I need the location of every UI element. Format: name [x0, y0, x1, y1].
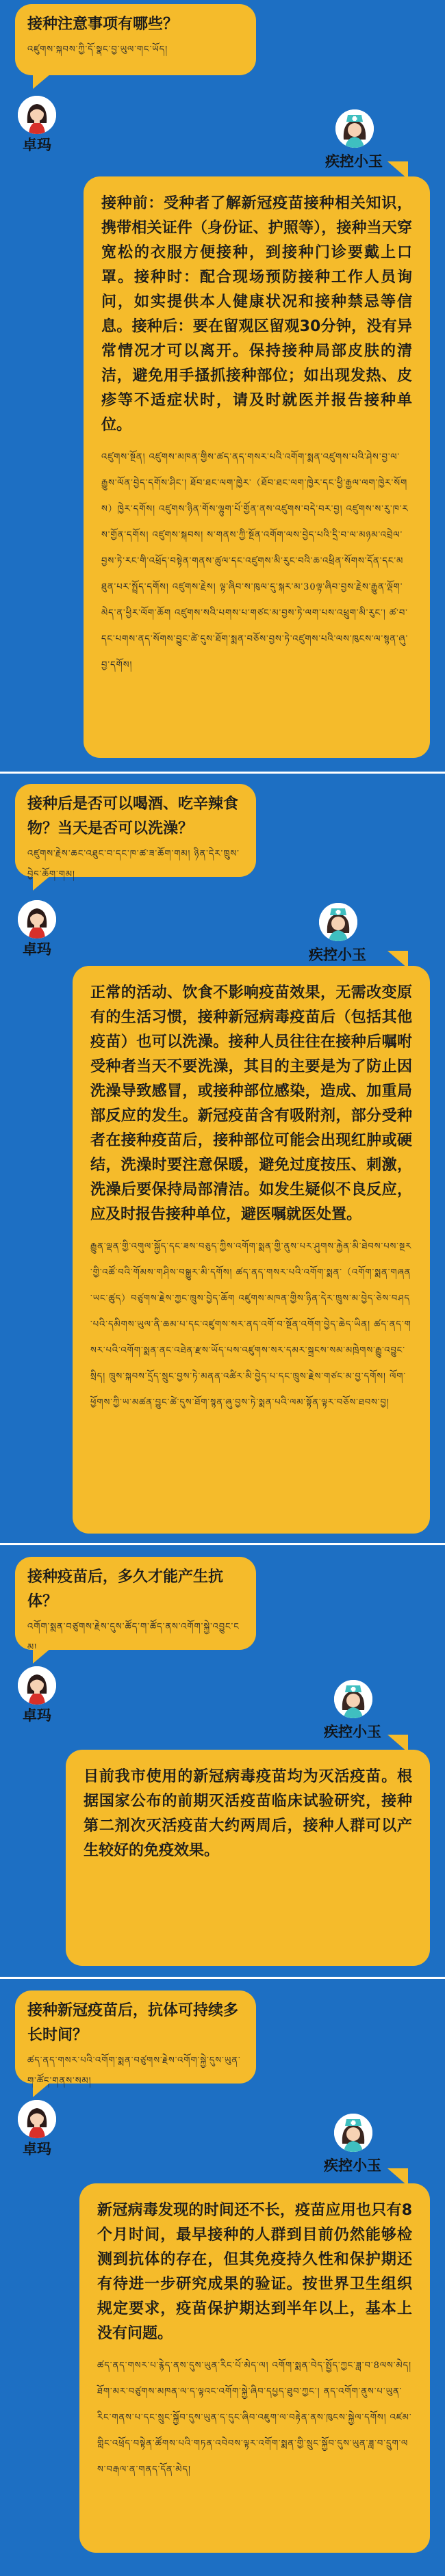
answer-bubble-3 — [66, 1750, 430, 1966]
question-bubble-3 — [15, 1557, 256, 1653]
nurse-avatar-2 — [319, 903, 357, 941]
patient-avatar-2 — [18, 900, 56, 938]
question-text-4: 接种新冠疫苗后，抗体可持续多长时间？ — [27, 2002, 239, 2044]
question-bubble-4 — [15, 1990, 256, 2084]
patient-name-1: 卓玛 — [23, 137, 51, 153]
answer-tibetan-1: འཛུགས་སྔོན། འཛུགས་མཁན་གྱིས་ཚད་ནད་གསར་པའི་འགོག་སྨན་འཛུགས་པའི་ཤེས་བྱ་ལ་རྒྱུས་ལོན་བྱེད་དགོས་ཤིང་། ཐོབ་ཐང་ལག་ཁྱེར་（ཐོབ་ཐང་ལག་ཁྱེར་དང་ཕྱི་རྒྱལ་ལག་ཁྱེར་སོགས）ཁྱེར་དགོས། འཛུགས་ཉིན་གོས་ལྷུག་པོ་གྱོན་ནས་འཛུགས་བདེ་བར་བྱ། འཛུགས་ས་རུ་ཁ་རས་གྱོན་དགོས། འཛུགས་སྐབས། ས་གནས་ཀྱི་སྔོན་འགོག་ལས་བྱེད་པའི་དྲི་བ་ལ་མཉམ་འབྲེལ་བྱས་ཏེ་རང་གི་འཕྲོད་བསྟེན་གནས་ཚུལ་དང་འཛུགས་མི་རུང་བའི་ཆ་འཕྲིན་སོགས་དོན་དང་མཐུན་པར་སྤྲོད་དགོས། འཛུགས་རྗེས། ལྟ་ཞིབ་ས་ཁུལ་དུ་སྐར་མ་30ལྟ་ཞིབ་བྱས་རྗེས་རྒྱུན་ལྡོག་མེད་ན་ཕྱིར་ལོག་ཆོག འཛུགས་སའི་པགས་པ་གཙང་མ་བྱས་ཏེ་ལག་པས་འཕྲུག་མི་རུང་། ཚ་བ་དང་པགས་ནད་སོགས་བྱུང་ཚེ་དུས་ཐོག་སྨན་བཅོས་བྱས་ཏེ་འཛུགས་པའི་ལས་ཁུངས་ལ་སྙན་ཞུ་བྱ་དགོས། — [101, 452, 409, 670]
answer-bubble-1 — [84, 176, 430, 758]
nurse-avatar-icon — [334, 1680, 372, 1718]
girl-avatar-icon — [18, 1666, 56, 1705]
girl-avatar-icon — [18, 96, 56, 134]
answer-bubble-4 — [79, 2183, 430, 2553]
answer-text-3: 目前我市使用的新冠病毒疫苗均为灭活疫苗。根据国家公布的前期灭活疫苗临床试验研究，接种第二剂次灭活疫苗大约两周后，接种人群可以产生较好的免疫效果。 — [84, 1768, 412, 1859]
nurse-avatar-4 — [334, 2114, 372, 2152]
answer-text-1: 接种前：受种者了解新冠疫苗接种相关知识，携带相关证件（身份证、护照等），接种当天穿宽松的衣服方便接种，到接种门诊要戴上口罩。接种时：配合现场预防接种工作人员询问，如实提供本人健康状况和接种禁忌等信息。接种后：要在留观区留观30分钟，没有异常情况才可以离开。保持接种局部皮肤的清洁，避免用手搔抓接种部位；如出现发热、皮疹等不适症状时，请及时就医并报告接种单位。 — [101, 195, 412, 434]
patient-avatar-4 — [18, 2100, 56, 2138]
answer-tibetan-4: ཚད་ནད་གསར་པ་རྙེད་ནས་དུས་ཡུན་རིང་པོ་མེད་ལ། འགོག་སྨན་བེད་སྤྱོད་ཀྱང་ཟླ་བ་8ལས་མེད། ཐོག་མར་བཙུགས་མཁན་ལ་ད་ལྟའང་འགོག་སྐྱེ་ཞིབ་དཔྱད་ཐུབ་ཀྱང་། ནད་འགོག་ནུས་པ་ཡུན་རིང་གནས་པ་དང་སྲུང་སྐྱོབ་དུས་ཡུན་ད་དུང་ཞིབ་འཇུག་ལ་བརྟེན་ནས་ཁུངས་སྐྱེལ་དགོས། འཛམ་གླིང་འཕྲོད་བསྟེན་ཚོགས་པའི་གཏན་འབེབས་ལྟར་འགོག་སྨན་གྱི་སྲུང་སྐྱོབ་དུས་ཡུན་ཟླ་བ་དྲུག་ལས་བརྒལ་ན་གནད་དོན་མེད། — [97, 2361, 412, 2475]
nurse-avatar-3 — [334, 1680, 372, 1718]
question-tibetan-3: འགོག་སྨན་བཙུགས་རྗེས་དུས་ཚོད་ག་ཚོད་ནས་འགོག་སྐྱེ་འབྱུང་ངམ། — [27, 1622, 240, 1653]
answer-tibetan-2: རྒྱུན་ལྡན་གྱི་འགུལ་སྐྱོད་དང་ཟས་བཅུད་ཀྱིས་འགོག་སྨན་གྱི་ནུས་པར་ཤུགས་རྐྱེན་མི་ཐེབས་པས་སྔར་གྱི་འཚོ་བའི་གོམས་གཤིས་བསྒྱུར་མི་དགོས། ཚད་ནད་གསར་པའི་འགོག་སྨན་（འགོག་སྨན་གཞན་ཡང་ཚུད）བཙུགས་རྗེས་ཀྱང་ཁྲུས་བྱེད་ཆོག འཛུགས་མཁན་གྱིས་ཉིན་དེར་ཁྲུས་མ་བྱེད་ཅེས་བཤད་པའི་དམིགས་ཡུལ་ནི་ཆམ་པ་དང་འཛུགས་སར་ནད་འགོ་བ་སྔོན་འགོག་བྱེད་ཆེད་ཡིན། ཚད་ནད་གསར་པའི་འགོག་སྨན་ནང་འཐེན་རྫས་ཡོད་པས་འཛུགས་སར་དམར་སྐྲངས་སམ་མཁྲེགས་རྒྱུ་འབྱུང་སྲིད། ཁྲུས་སྐབས་དྲོད་སྲུང་བྱས་ཏེ་མནན་འཚིར་མི་བྱེད་པ་དང་ཁྲུས་རྗེས་གཙང་མ་བྱ་དགོས། ལོག་ཕྱོགས་ཀྱི་ཡ་མཚན་བྱུང་ཚེ་དུས་ཐོག་སྙན་ཞུ་བྱས་ཏེ་སྨན་པའི་ལམ་སྟོན་ལྟར་བཅོས་ཐབས་བྱ། — [90, 1241, 412, 1408]
question-bubble-2 — [15, 784, 256, 880]
nurse-name-3: 疾控小玉 — [324, 1724, 381, 1740]
question-bubble-1 — [15, 4, 256, 75]
question-text-1: 接种注意事项有哪些？ — [27, 16, 179, 33]
question-tibetan-4: ཚད་ནད་གསར་པའི་འགོག་སྨན་བཙུགས་རྗེས་འགོག་སྐྱེ་དུས་ཡུན་ག་ཚོད་གནས་སམ། — [27, 2055, 241, 2086]
question-tail-4 — [33, 2082, 51, 2097]
question-tibetan-2: འཛུགས་རྗེས་ཆང་འཐུང་བ་དང་ཁ་ཚ་ཟ་ཆོག་གམ། ཉིན་དེར་ཁྲུས་བྱེད་ཆོག་གམ། — [27, 849, 240, 880]
answer-bubble-2 — [73, 966, 430, 1534]
answer-text-4: 新冠病毒发现的时间还不长，疫苗应用也只有8个月时间，最早接种的人群到目前仍然能够检测到抗体的存在，但其免疫持久性和保护期还有待进一步研究成果的验证。按世界卫生组织规定要求，疫苗保护期达到半年以上，基本上没有问题。 — [97, 2202, 412, 2342]
question-tibetan-1: འཛུགས་སྐབས་ཀྱི་དོ་སྣང་བྱ་ཡུལ་གང་ཡོད། — [27, 44, 168, 55]
question-tail-3 — [33, 1648, 51, 1664]
question-text-2: 接种后是否可以喝酒、吃辛辣食物？当天是否可以洗澡？ — [27, 796, 239, 837]
answer-text-2: 正常的活动、饮食不影响疫苗效果，无需改变原有的生活习惯，接种新冠病毒疫苗后（包括其他疫苗）也可以洗澡。接种人员往往在接种后嘱咐受种者当天不要洗澡，其目的主要是为了防止因洗澡导致感冒，或接种部位感染，造成、加重局部反应的发生。新冠疫苗含有吸附剂，部分受种者在接种疫苗后，接种部位可能会出现红肿或硬结，洗澡时要注意保暖，避免过度按压、刺激，洗澡后要保持局部清洁。如发生疑似不良反应，应及时报告接种单位，避医嘱就医处置。 — [90, 984, 412, 1223]
nurse-name-1: 疾控小玉 — [325, 153, 383, 170]
nurse-avatar-1 — [335, 109, 374, 148]
section-divider-1 — [0, 772, 445, 774]
question-text-3: 接种疫苗后，多久才能产生抗体？ — [27, 1568, 224, 1610]
patient-avatar-1 — [18, 96, 56, 134]
patient-name-4: 卓玛 — [23, 2141, 51, 2157]
patient-avatar-3 — [18, 1666, 56, 1705]
nurse-avatar-icon — [335, 109, 374, 148]
patient-name-2: 卓玛 — [23, 941, 51, 958]
girl-avatar-icon — [18, 900, 56, 938]
patient-name-3: 卓玛 — [23, 1707, 51, 1724]
question-tail-2 — [33, 876, 51, 891]
question-tail-1 — [33, 74, 51, 89]
section-divider-2 — [0, 1543, 445, 1545]
girl-avatar-icon — [18, 2100, 56, 2138]
nurse-avatar-icon — [334, 2114, 372, 2152]
section-divider-3 — [0, 1977, 445, 1979]
nurse-avatar-icon — [319, 903, 357, 941]
nurse-name-4: 疾控小玉 — [324, 2157, 381, 2174]
nurse-name-2: 疾控小玉 — [309, 947, 366, 963]
